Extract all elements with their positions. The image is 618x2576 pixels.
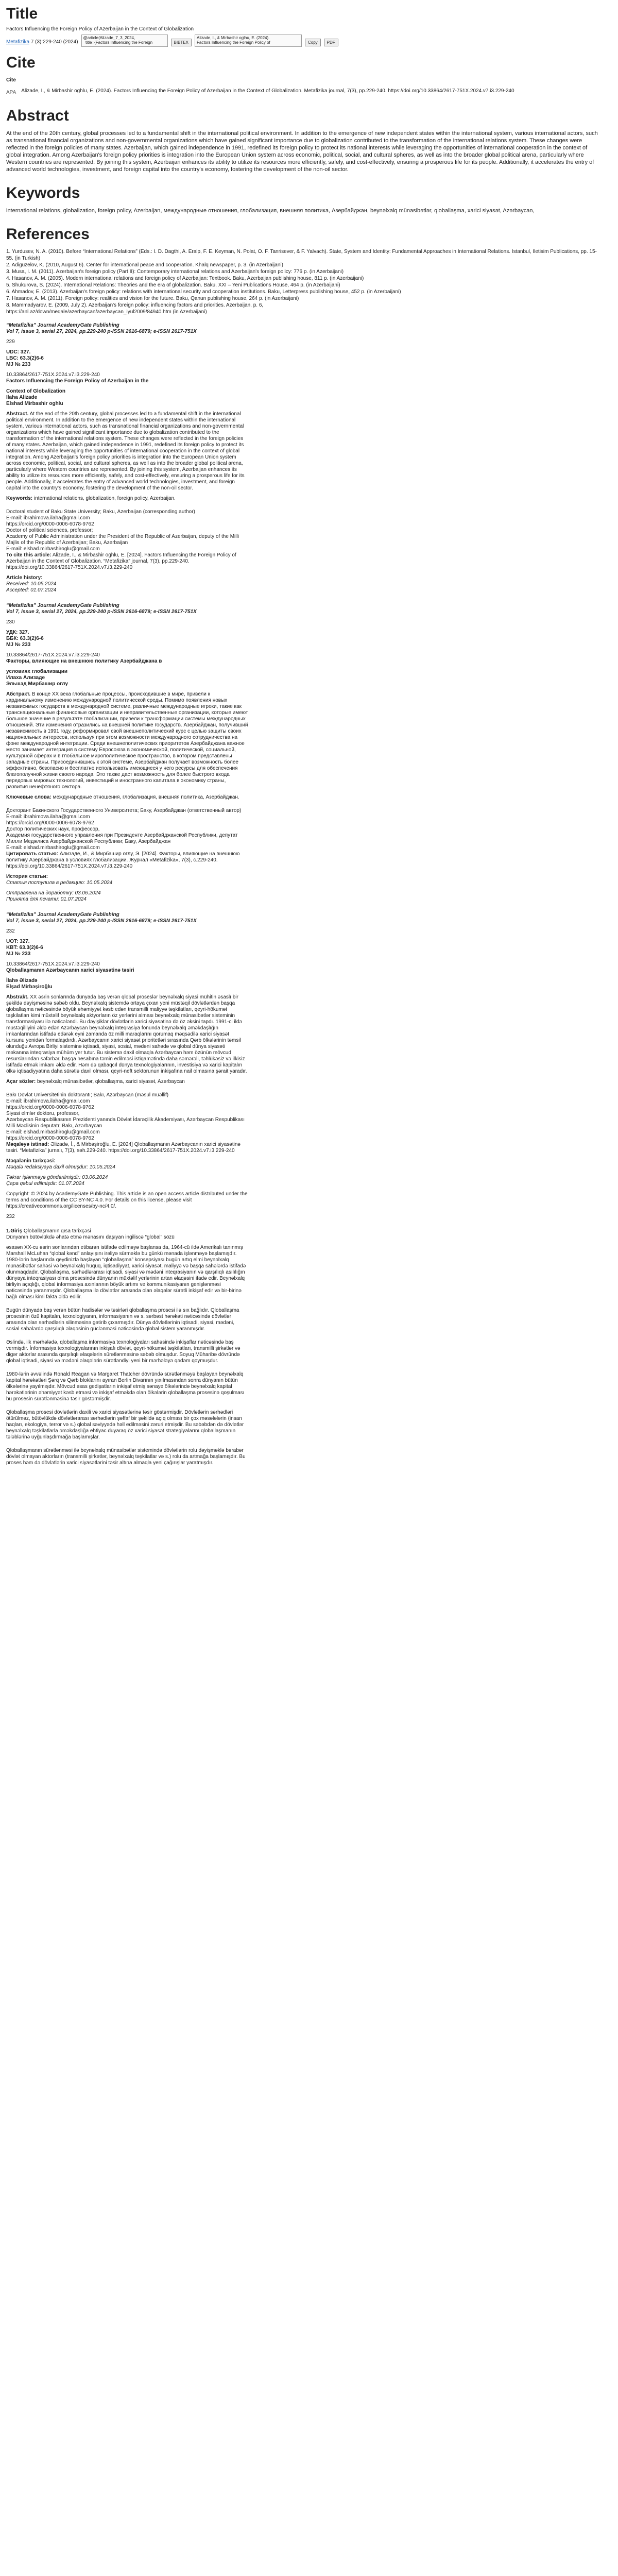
- journal-name: “Metafizika” Journal AcademyGate Publishing: [6, 323, 119, 328]
- orcid: https://orcid.org/0000-0006-6078-9762: [6, 521, 94, 527]
- history-label: История статьи:: [6, 874, 48, 879]
- section-heading: [6, 1228, 612, 1234]
- cite-label: Cite: [6, 77, 16, 83]
- keywords-label: Açar sözlər:: [6, 1079, 36, 1084]
- article-keywords: [6, 496, 248, 502]
- article-body: [6, 1228, 612, 1466]
- keywords-body: международные отношения, глобализация, внешняя политика, Азербайджан.: [53, 794, 239, 800]
- udc: UOT: 327.: [6, 939, 30, 944]
- affiliation: Academy of Public Administration under the President of the Republic of Azerbaijan, deputy of the Milli Majlis of the Republic of Azerbaijan; Baku, Azerbaijan: [6, 534, 239, 546]
- body-paragraph: Qloballaşma prosesi dövlətlərin daxili və xarici siyasətlərinə təsir göstərmişdir. Dövlətlərin sərhədləri ötürülməz, bütövlükdə dövlətlərarası sərhədlərin şəffaf bir şəkildə açıq olması bir çox məsələlərin (insan haqları, ekologiya, terror və s.) qlobal səviyyədə həll edilməsini zəruri etmişdir. Bu səbəbdən də dövlətlər beynəlxalq təşkilatlarla əməkdaşlığa ehtiyac duyaraq öz xarici siyasət strategiyalarını qloballaşmanın tələblərinə uyğunlaşdırmağa başlamışlar.: [6, 1410, 244, 1440]
- bibtex-button[interactable]: BIBTEX: [171, 39, 192, 46]
- cite-article: [6, 1142, 248, 1154]
- page-number: 230: [6, 619, 15, 625]
- page-number: 232: [6, 1214, 15, 1219]
- keywords-label: Ключевые слова:: [6, 794, 52, 800]
- article-az: [6, 912, 612, 1220]
- source-line: [6, 39, 78, 45]
- affiliation: Докторант Бакинского Государственного Университета; Баку, Азербайджан (ответственный автор): [6, 808, 242, 814]
- author: Elşad Mirbəşiroğlu: [6, 984, 53, 990]
- apa-label: APA: [6, 90, 16, 95]
- received: Статья поступила в редакцию: 10.05.2024: [6, 880, 113, 886]
- cite-article-label: Məqaləyə istinad:: [6, 1142, 49, 1147]
- author: Эльшад Мирбашир оглу: [6, 681, 68, 687]
- apa-citation: [6, 88, 612, 96]
- citation-toolbar: [6, 35, 612, 47]
- accepted: Çapa qəbul edilmişdir: 01.07.2024: [6, 1181, 84, 1187]
- reference-item: 4. Hasanov, A. M. (2005). Modern international relations and foreign policy of Azerbaijan: Textbook. Baku, Azerbaijan publishing house, 811 p. (in Azerbaijani): [6, 276, 364, 281]
- keywords-body: beynəlxalq münasibətlər, qloballaşma, xarici siyasət, Azərbaycan: [37, 1079, 185, 1084]
- reference-item: 3. Musa, I. M. (2011). Azerbaijan's foreign policy (Part II): Contemporary international relations and Azerbaijan's foreign policy: 776 p. (in Azerbaijani): [6, 269, 344, 275]
- abstract-text: At the end of the 20th century, global processes led to a fundamental shift in the international political environment. In addition to the emergence of new independent states within the international system, various international actors, such as transnational financial organizations and non-governmental organizations which have gained significant importance due to globalization contributed to the transformation of the international relations system. These changes were reflected in the foreign policies of many states. Azerbaijan, which gained independence in 1991, redefined its foreign policy to protect its national interests while leveraging the opportunities of international cooperation in the context of global integration. Among Azerbaijan's foreign policy priorities is integration into the European Union system across economic, political, social, and cultural spheres, as well as into the broader global political arena, particularly where Western countries are represented. By joining this system, Azerbaijan enhances its ability to utilize its resources more efficiently, safely, and cost-effectively, ensuring a prosperous life for its people. Additionally, it accelerates the entry of advanced world technologies, investment, and foreign capital into the country's economy, fostering the development of the non-oil sector.: [6, 130, 598, 173]
- references-heading: References: [6, 226, 90, 243]
- cite-heading: Cite: [6, 54, 36, 71]
- pdf-button[interactable]: PDF: [324, 39, 338, 46]
- orcid: https://orcid.org/0000-0006-6078-9762: [6, 1105, 94, 1110]
- abstract-body: XX əsrin sonlarında dünyada baş verən qlobal proseslər beynəlxalq siyasi mühitin əsaslı bir şəkildə dəyişməsinə səbəb oldu. Beynəlxalq sistemdə ortaya çıxan yeni müstəqil dövlətlərdən başqa qloballaşma nəticəsində böyük əhəmiyyət kəsb edən transmilli maliyyə təşkilatları, qeyri-hökumət təşkilatları kimi müxtəlif beynəlxalq aktyorların öz yerlərini alması beynəlxalq münasibətlər sisteminin transformasiyası ilə nəticələndi. Bu dəyişiklər dövlətlərin xarici siyasətinə də öz əksini tapdı. 1991-ci ildə müstəqilliyini əldə edən Azərbaycan beynəlxalq inteqrasiya fonunda beynəlxalq əməkdaşlığın imkanlarından istifadə edərək eyni zamanda öz milli maraqlarını qorumaq məqsədilə xarici siyasət kursunu yenidən formalaşdırdı. Azərbaycanın xarici siyasət prioritetləri sırasında Qərb ölkələrinin təmsil olunduğu Avropa Birliyi sisteminə iqtisadi, siyasi, sosial, mədəni sahədə və qlobal dünya siyasəti məkanına inteqrasiya mühüm yer tutur. Bu sistemə daxil olmaqla Azərbaycan həm özünün mövcud resurslarından səfərbər, başqa hesabına təmin edilməsi istiqamətində daha səmərəli, təhlükəsiz və ilkisiz istifadə etmək imkanı əldə edir. Həm də qabaqcıl dünya texnologiyalarının, investisiya və xarici kapitalın ölkə iqtisadiyyatına daha sürətlə daxil olması, qeyri-neft sektorunun inkişafına nail olmasına şərait yaradır.: [6, 994, 247, 1074]
- mj-number: MJ № 233: [6, 362, 31, 367]
- section-number-title: 1.Giriş: [6, 1228, 23, 1234]
- bibtex-box[interactable]: @article{Alizade_7_3_2024, title={Factors Influencing the Foreign: [81, 35, 168, 47]
- article-abstract: [6, 691, 248, 790]
- cite-article: [6, 851, 248, 870]
- article-abstract: [6, 411, 248, 492]
- abstract-label: Абстракт.: [6, 691, 31, 697]
- accepted: Accepted: 01.07.2024: [6, 587, 57, 593]
- article-abstract: [6, 994, 248, 1075]
- affiliation: Академия государственного управления при Президенте Азербайджанской Республики, депутат Милли Меджлиса Азербайджанской Республики; Баку, Азербайджан: [6, 833, 238, 844]
- cite-article-text: Əlizadə, İ., & Mirbəşiroğlu, E. [2024] Qloballaşmanın Azərbaycanın xarici siyasətinə təsiri. “Metafizika” jurnalı, 7(3), səh.229-240. https://doi.org/10.33864/2617-751X.2024.v7.i3.229-240: [6, 1142, 241, 1154]
- doi: 10.33864/2617-751X.2024.v7.i3.229-240: [6, 372, 100, 378]
- journal-volume: Vol 7, issue 3, serial 27, 2024, pp.229-240 p-ISSN 2616-6879; e-ISSN 2617-751X: [6, 918, 197, 924]
- abstract-label: Abstract.: [6, 411, 29, 417]
- kbt: KBT: 63.3(2)6-6: [6, 945, 43, 951]
- page-number: 229: [6, 339, 15, 345]
- abstract-label: Abstrakt.: [6, 994, 29, 1000]
- revised: Отправлена на доработку: 03.06.2024: [6, 890, 101, 896]
- affiliation: Azərbaycan Respublikasının Prezidenti yanında Dövlət İdarəçilik Akademiyası, Azərbaycan Respublikası Milli Məclisinin deputatı; Bakı, Azərbaycan: [6, 1117, 245, 1129]
- lbc: LBC: 63.3(2)6-6: [6, 355, 44, 361]
- body-paragraph: əsasən XX-cu əsrin sonlarından etibarən istifadə edilməyə başlansa da, 1964-cü ildə Amerikalı tanınmış Marshall McLuhan “qlobal kənd” anlayışını irəliyə sürməklə bu günkü mənada işlənməyə başlamışdır. 1980-lərin başlarında qeydinizlə başlayan “qloballaşma” konsepsiyası bugün artıq elmi beynəlxalq münasibətlər sahəsi və beynəlxalq hüquq, iqtisadiyyat, xarici siyasət, maliyyə və başqa sahələrdə istifadə olunmaqdadır. Qloballaşma, sərhədlərarası iqtisadi, siyasi və mədəni inteqrasiyanın və qarşılıqlı asılılığın dünyaya inteqrasiyası olma prosesində dünyanın müxtəlif yerlərinin artan əlaqəsini ifadə edir. Beynəlxalq birliyin açıqlığı, qlobal informasiya axınlarının böyük artımı ve kommunikasiyanın genişlənməsi nəticəsində yaranmışdır. Qloballaşma ilə dövlətlər arasında olan əlaqələr sürətli inkişaf edir və bir-birinə bağlı olması kimi fakta əldə edilir.: [6, 1245, 246, 1300]
- reference-item: 1. Yurdusev, N. A. (2010). Before “International Relations” (Eds.: I. D. Dagthi, A. Eralp, F. E. Keyman, N. Polat, O. F. Tanrisever, & F. Yalvach). State, System and Identity: Fundamental Approaches in International Relations. Istanbul, Iletisim Publications, pp. 15-55. (in Turkish): [6, 249, 597, 261]
- article-title: условиях глобализации: [6, 669, 67, 674]
- author: Elshad Mirbashir oghlu: [6, 401, 63, 406]
- email: E-mail: ibrahimova.ilaha@gmail.com: [6, 1098, 90, 1104]
- article-title: Факторы, влияющие на внешнюю политику Азербайджана в: [6, 658, 162, 664]
- article-keywords: [6, 1079, 248, 1085]
- affiliation: Doctor of political sciences, professor;: [6, 528, 93, 533]
- journal-name: “Metafizika” Journal AcademyGate Publishing: [6, 912, 119, 918]
- cite-article-text: Ализаде, И., & Мирбашир оглу, Э. [2024]. Факторы, влияющие на внешнюю политику Азербайджана в условиях глобализации. Журнал «Metafizika», 7(3), с.229-240. https://doi.org/10.33864/2617-751X.2024.v7.i3.229-240: [6, 851, 240, 869]
- abstract-body: At the end of the 20th century, global processes led to a fundamental shift in the international political environment. In addition to the emergence of new independent states within the international system, various international actors, such as transnational financial organizations and non-governmental organizations which have gained significant importance due to globalization contributed to the transformation of the international relations system. These changes were reflected in the foreign policies of many states. Azerbaijan, which gained independence in 1991, redefined its foreign policy to protect its national interests while leveraging the opportunities of international cooperation in the context of global integration. Among Azerbaijan's foreign policy priorities is integration into the European Union system across economic, political, social, and cultural spheres, as well as into the broader global political arena, particularly where Western countries are represented. By joining this system, Azerbaijan enhances its ability to utilize its resources more efficiently, safely, and cost-effectively, ensuring a prosperous life for its people. Additionally, it accelerates the entry of advanced world technologies, investment, and foreign capital into the country's economy, fostering the development of the non-oil sector.: [6, 411, 245, 491]
- email: E-mail: ibrahimova.ilaha@gmail.com: [6, 515, 90, 521]
- mj-number: MJ № 233: [6, 951, 31, 957]
- abstract-body: В конце XX века глобальные процессы, происходившие в мире, привели к кардинальному изменению международной политической среды. Помимо появления новых независимых государств в международной системе, различные международные игроки, такие как транснациональные финансовые организации и неправительственные организации, которые имеют большое значение в результате глобализации, привели к трансформации системы международных отношений. Эти изменения отразились на внешней политике государств. Азербайджан, получивший независимость в 1991 году, реформировал свой внешнеполитический курс с целью защиты своих национальных интересов, используя при этом возможности международного сотрудничества на фоне международной интеграции. Среди внешнеполитических приоритетов Азербайджана важное место занимает интеграция в систему Евросоюза в экономической, политической, социальной, культурной сферах и в глобальное мирополитическое пространство, в котором представлены западные страны. Присоединившись к этой системе, Азербайджан получает возможность более эффективно, безопасно и бесплатно использовать имеющиеся у него ресурсы для обеспечения благополучной жизни своего народа. Это также даст возможность для более быстрого входа передовых мировых технологий, инвестиций и иностранного капитала в экономику страны, развития ненефтяного сектора.: [6, 691, 248, 790]
- doi: 10.33864/2617-751X.2024.v7.i3.229-240: [6, 961, 100, 967]
- author: İlahə Əlizadə: [6, 978, 38, 984]
- keywords-text: international relations, globalization, foreign policy, Azerbaijan, международные отношения, глобализация, внешняя политика, Азербайджан, beynəlxalq münasibətlər, qloballaşma, xarici siyasət, Azərbaycan,: [6, 208, 535, 214]
- keywords-label: Keywords:: [6, 496, 33, 501]
- udc: UDC: 327.: [6, 349, 31, 355]
- email: E-mail: elshad.mirbashiroglu@gmail.com: [6, 845, 100, 851]
- keywords-body: international relations, globalization, foreign policy, Azerbaijan.: [33, 496, 176, 501]
- mj-number: MJ № 233: [6, 642, 31, 648]
- doi: 10.33864/2617-751X.2024.v7.i3.229-240: [6, 652, 100, 658]
- section-subtitle: Qloballaşmanın qısa tarixçəsi: [23, 1228, 91, 1234]
- author: Ilaha Alizade: [6, 395, 38, 400]
- references-list: [6, 248, 604, 315]
- cite-article: [6, 552, 248, 571]
- journal-name: “Metafizika” Journal AcademyGate Publishing: [6, 603, 119, 608]
- cite-article-text: Alizade, I., & Mirbashir oghlu, E. [2024]. Factors Influencing the Foreign Policy of Azerbaijan in the Context of Globalization. “Metafizika” journal, 7(3), pp.229-240. https://doi.org/10.33864/2617-751X.2024.v7.i3.229-240: [6, 552, 236, 570]
- body-paragraph: Bugün dünyada baş verən bütün hadisələr və təsirləri qloballaşma prosesi ilə sıx bağlıdır. Qloballaşma prosesinin özü kapitalın, texnologiyanın, informasiyanın və s. sərbəst hərəkəti nəticəsində dövlətlər arasında olan sərhədlərin silinməsinə gətirib çıxarmışdır. Dünya dövlətlərinin iqtisadi, siyasi, mədəni, sosial sahələrdə qarşılıqlı əlaqəsinin güclənməsi nəticəsində qlobal sistem yaranmışdır.: [6, 1308, 239, 1332]
- article-title: Context of Globalization: [6, 388, 65, 394]
- orcid: https://orcid.org/0000-0006-6078-9762: [6, 1136, 94, 1141]
- journal-volume: Vol 7, issue 3, serial 27, 2024, pp.229-240 p-ISSN 2616-6879; e-ISSN 2617-751X: [6, 329, 197, 334]
- cite-article-label: To cite this article:: [6, 552, 52, 558]
- reference-item: 8. Mammadyarov, E. (2009, July 2). Azerbaijan's foreign policy: influencing factors and priorities. Azerbaijan, p. 6,: [6, 302, 264, 308]
- apa-box[interactable]: Alizade, I., & Mirbashir oglhu, E. (2024). Factors Influencing the Foreign Policy of: [195, 35, 302, 47]
- copy-button[interactable]: Copy: [305, 39, 321, 46]
- source-volume: 7 (3):229-240 (2024): [30, 39, 78, 45]
- author: Илаха Ализаде: [6, 675, 45, 681]
- keywords-heading: Keywords: [6, 184, 80, 201]
- reference-item: 7. Hasanov, A. M. (2011). Foreign policy: realities and vision for the future. Baku, Qanun publishing house, 264 p. (in Azerbaijani): [6, 296, 299, 301]
- article-keywords: [6, 794, 248, 801]
- apa-citation-text: Alizade, I., & Mirbashir oghlu, E. (2024). Factors Influencing the Foreign Policy of Azerbaijan in the Context of Globalization. Metafizika journal, 7(3), pp.229-240. https://doi.org/10.33864/2617-751X.2024.v7.i3.229-240: [21, 88, 514, 94]
- reference-item: 6. Ahmadov, E. (2013). Azerbaijan's foreign policy: relations with international security and cooperation institutions. Baku, Letterpress publishing house, 452 p. (in Azerbaijani): [6, 289, 401, 295]
- accepted: Принята для печати: 01.07.2024: [6, 896, 87, 902]
- body-paragraph: Qloballaşmanın sürətlənməsi ilə beynəlxalq münasibətlər sistemində dövlətlərin rolu dəyişməklə bərabər dövlət olmayan aktorların (transmilli şirkətlər, beynəlxalq təşkilatlar və s.) rolu da artmağa başlamışdır. Bu proses həm də dövlətlərin xarici siyasətlərini təsir altına almaqla yeni çağırışlar yaratmışdır.: [6, 1448, 246, 1466]
- body-paragraph: 1980-lərin əvvəlində Ronald Reagan və Margaret Thatcher dövründə sürətlənməyə başlayan beynəlxalq kapital hərəkətləri Şərq və Qərb bloklarını ayıran Berlin Divarının yıxılmasından sonra dünyanın bütün ölkələrinə yayılmışdır. Mövcud əsas gedişatların inkişaf etmiş sənaye ölkələrində beynəlxalq kapital hərəkətlərinin əhəmiyyət kəsb etməsi və inkişaf etməkdə olan ölkələrin qloballaşma prosesinə qoşulması bu prosesin sürətlənməsinə təsir göstərmişdir.: [6, 1371, 245, 1402]
- article-title: Qloballaşmanın Azərbaycanın xarici siyasətinə təsiri: [6, 968, 134, 973]
- abstract-heading: Abstract: [6, 107, 69, 124]
- udc: УДК: 327.: [6, 630, 29, 635]
- reference-link[interactable]: https://anl.az/down/meqale/azerbaycan/azerbaycan_iyul2009/84940.htm (in Azerbaijani): [6, 309, 207, 315]
- orcid: https://orcid.org/0000-0006-6078-9762: [6, 820, 94, 826]
- history-label: Article history:: [6, 575, 43, 581]
- page-number: 232: [6, 928, 15, 934]
- copyright: Copyright: © 2024 by AcademyGate Publishing. This article is an open access article distributed under the terms and conditions of the CC BY-NC 4.0. For details on this license, please visit https://creativecommons.org/licenses/by-nc/4.0/.: [6, 1191, 248, 1209]
- email: E-mail: ibrahimova.ilaha@gmail.com: [6, 814, 90, 820]
- journal-volume: Vol 7, issue 3, serial 27, 2024, pp.229-240 p-ISSN 2616-6879; e-ISSN 2617-751X: [6, 609, 197, 615]
- received: Received: 10.05.2024: [6, 581, 57, 587]
- journal-link[interactable]: Metafizika: [6, 39, 30, 45]
- revised: Təkrar işlənməyə göndərilmişdir: 03.06.2024: [6, 1175, 108, 1180]
- page-title: Title: [6, 5, 38, 22]
- affiliation: Siyasi elmlər doktoru, professor,: [6, 1111, 80, 1116]
- affiliation: Доктор политических наук, профессор,: [6, 826, 100, 832]
- reference-item: 2. Adiguzelov, K. (2010, August 6). Center for international peace and cooperation. Khalq newspaper, p. 3. (in Azerbaijani): [6, 262, 283, 268]
- article-subtitle: Factors Influencing the Foreign Policy of Azerbaijan in the Context of Globalization: [6, 26, 194, 32]
- history-label: Məqalənin tarixçəsi:: [6, 1158, 56, 1164]
- email: E-mail: elshad.mirbashiroglu@gmail.com: [6, 1129, 100, 1135]
- body-paragraph: Əslində, ilk mərhələdə, qloballaşma informasiya texnologiyaları sahəsində inkişaflar nəticəsində baş vermişdir. İnformasiya texnologiyalarının inkişafı dövlət, qeyri-hökumət təşkilatları, transmilli şirkətlər və digər aktorlar arasında qarşılıqlı əlaqələrin sürətlənməsinə səbəb olmuşdur. Soyuq Müharibə dövründə qlobal iqtisadi, siyasi və mədəni əlaqələrin sürətləndiyi yeni bir mərhələyə qədəm qoymuşdur.: [6, 1340, 241, 1364]
- body-lead: Dünyanın bütövlükdə əhatə etmə mənasını daşıyan ingiliscə “global” sözü: [6, 1234, 175, 1240]
- affiliation: Doctoral student of Baku State University; Baku, Azerbaijan (corresponding author): [6, 509, 195, 515]
- bbk: ББК: 63.3(2)6-6: [6, 636, 44, 641]
- received: Məqalə redaksiyaya daxil olmuşdur: 10.05.2024: [6, 1164, 115, 1170]
- article-en: [6, 323, 612, 594]
- email: E-mail: elshad.mirbashiroglu@gmail.com: [6, 546, 100, 552]
- reference-item: 5. Shukurova, S. (2024). International Relations: Theories and the era of globalization. Baku, XXI – Yeni Publications House, 464 p. (in Azerbaijani): [6, 282, 340, 288]
- article-ru: [6, 603, 612, 903]
- affiliation: Bakı Dövlət Universitetinin doktorantı; Bakı, Azərbaycan (məsul müəllif): [6, 1092, 169, 1098]
- article-title: Factors Influencing the Foreign Policy of Azerbaijan in the: [6, 378, 149, 384]
- cite-article-label: Цитировать статью:: [6, 851, 59, 857]
